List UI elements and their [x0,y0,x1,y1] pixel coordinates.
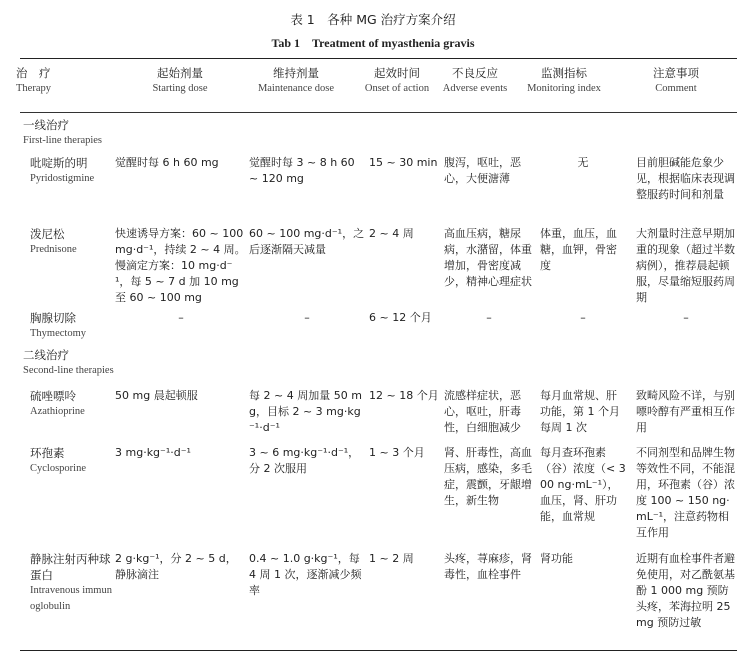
onset-time: 6 ~ 12 个月 [369,311,432,324]
section-first-line [23,118,102,148]
comment: 大剂量时注意早期加重的现象（超过半数病例），推荐晨起顿服，尽量缩短服药周期 [636,227,735,304]
header-onset [362,66,432,96]
maintenance-dose: 觉醒时每 3 ~ 8 h 60 ~ 120 mg [249,156,355,185]
drug-cyclosporine [30,445,114,477]
bottom-rule [20,650,737,651]
comment: 不同剂型和品牌生物等效性不同，不能混用，环孢素（谷）浓度 100 ~ 150 ng·mL⁻¹，注意药物相互作用 [636,446,735,539]
section-second-line [23,348,114,378]
onset-time: 1 ~ 2 周 [369,552,414,565]
section-first-line-en: First-line therapies [23,135,103,146]
header-therapy-cn: 治 疗 [16,66,51,80]
header-therapy [16,66,86,96]
comment: – [683,311,689,324]
drug-azathioprine [30,388,114,420]
header-onset-en: Onset of action [364,83,430,94]
monitoring-index: 肾功能 [540,552,573,565]
maintenance-dose: 60 ~ 100 mg·d⁻¹，之后逐渐隔天减量 [249,227,365,256]
header-rule [20,112,737,113]
comment: 近期有血栓事件者避免使用，对乙酰氨基酚 1 000 mg 预防头疼，苯海拉明 25 mg 预防过敏 [636,552,735,629]
adverse-events: 肾、肝毒性，高血压病，感染，多毛症，震颤，牙龈增生，新生物 [444,446,532,507]
adverse-events: – [486,311,492,324]
header-comment-en: Comment [655,83,697,94]
monitoring-index: 每月血常规、肝功能，第 1 个月每周 1 次 [540,389,620,434]
drug-pyridostigmine [30,155,114,187]
drug-name-en: Thymectomy [30,328,86,339]
header-maintenance-cn: 维持剂量 [273,66,319,80]
header-starting-cn: 起始剂量 [157,66,203,80]
starting-dose: 快速诱导方案：60 ~ 100 mg·d⁻¹，持续 2 ~ 4 周。慢滴定方案：10 mg·d⁻¹，每 5 ~ 7 d 加 10 mg 至 60 ~ 100 mg [115,227,246,304]
header-maintenance-en: Maintenance dose [257,83,335,94]
drug-ivig [30,551,114,615]
adverse-events: 高血压病，糖尿病，水潴留，体重增加，骨密度减少，精神心理症状 [444,227,532,288]
header-comment [636,66,716,96]
table-title-en: Tab 1 Treatment of myasthenia gravis [271,36,475,50]
adverse-events: 流感样症状，恶心，呕吐，肝毒性，白细胞减少 [444,389,521,434]
header-monitoring-cn: 监测指标 [541,66,587,80]
monitoring-index: 无 [577,156,589,169]
header-starting-en: Starting dose [152,83,208,94]
adverse-events: 腹泻，呕吐，恶心，大便溏薄 [444,156,521,185]
maintenance-dose: 0.4 ~ 1.0 g·kg⁻¹，每 4 周 1 次，逐渐减少频率 [249,552,362,597]
maintenance-dose: – [304,311,310,324]
onset-time: 12 ~ 18 个月 [369,389,439,402]
header-monitoring-en: Monitoring index [527,83,601,94]
drug-thymectomy [30,310,114,342]
header-monitoring [526,66,602,96]
table-title-cn: 表 1 各种 MG 治疗方案介绍 [290,12,456,27]
adverse-events: 头疼，荨麻疹，肾毒性，血栓事件 [444,552,532,581]
header-therapy-en: Therapy [16,83,51,94]
drug-name-en: Prednisone [30,244,77,255]
drug-name-cn: 硫唑嘌呤 [30,389,76,403]
drug-name-cn: 静脉注射丙种球蛋白 [30,552,111,582]
starting-dose: 3 mg·kg⁻¹·d⁻¹ [115,446,191,459]
monitoring-index: 每月查环孢素（谷）浓度（< 300 ng·mL⁻¹），血压，肾、肝功能，血常规 [540,446,626,523]
drug-prednisone [30,226,114,258]
header-adverse-en: Adverse events [442,83,508,94]
drug-name-cn: 胸腺切除 [30,311,76,325]
onset-time: 2 ~ 4 周 [369,227,414,240]
comment: 目前胆碱能危象少见，根据临床表现调整服药时间和剂量 [636,156,735,201]
starting-dose: 2 g·kg⁻¹，分 2 ~ 5 d，静脉滴注 [115,552,237,581]
header-adverse-cn: 不良反应 [452,66,498,80]
top-rule [20,58,737,59]
header-onset-cn: 起效时间 [374,66,420,80]
header-comment-cn: 注意事项 [653,66,699,80]
section-first-line-cn: 一线治疗 [23,118,69,132]
drug-name-cn: 环孢素 [30,446,65,460]
header-adverse [440,66,510,96]
drug-name-en: Intravenous immunoglobulin [30,585,112,612]
drug-name-en: Azathioprine [30,406,85,417]
drug-name-cn: 吡啶斯的明 [30,156,88,170]
maintenance-dose: 3 ~ 6 mg·kg⁻¹·d⁻¹，分 2 次服用 [249,446,360,475]
drug-name-en: Pyridostigmine [30,173,95,184]
onset-time: 1 ~ 3 个月 [369,446,425,459]
comment: 致畸风险不详，与别嘌呤醇有严重相互作用 [636,389,735,434]
header-starting [130,66,230,96]
maintenance-dose: 每 2 ~ 4 周加量 50 mg，目标 2 ~ 3 mg·kg⁻¹·d⁻¹ [249,389,362,434]
starting-dose: 觉醒时每 6 h 60 mg [115,156,219,169]
section-second-line-cn: 二线治疗 [23,348,69,362]
drug-name-cn: 泼尼松 [30,227,65,241]
drug-name-en: Cyclosporine [30,463,86,474]
section-second-line-en: Second-line therapies [23,365,114,376]
header-maintenance [256,66,336,96]
starting-dose: – [178,311,184,324]
onset-time: 15 ~ 30 min [369,156,438,169]
monitoring-index: – [580,311,586,324]
monitoring-index: 体重，血压，血糖，血钾，骨密度 [540,227,617,272]
starting-dose: 50 mg 晨起顿服 [115,389,198,402]
